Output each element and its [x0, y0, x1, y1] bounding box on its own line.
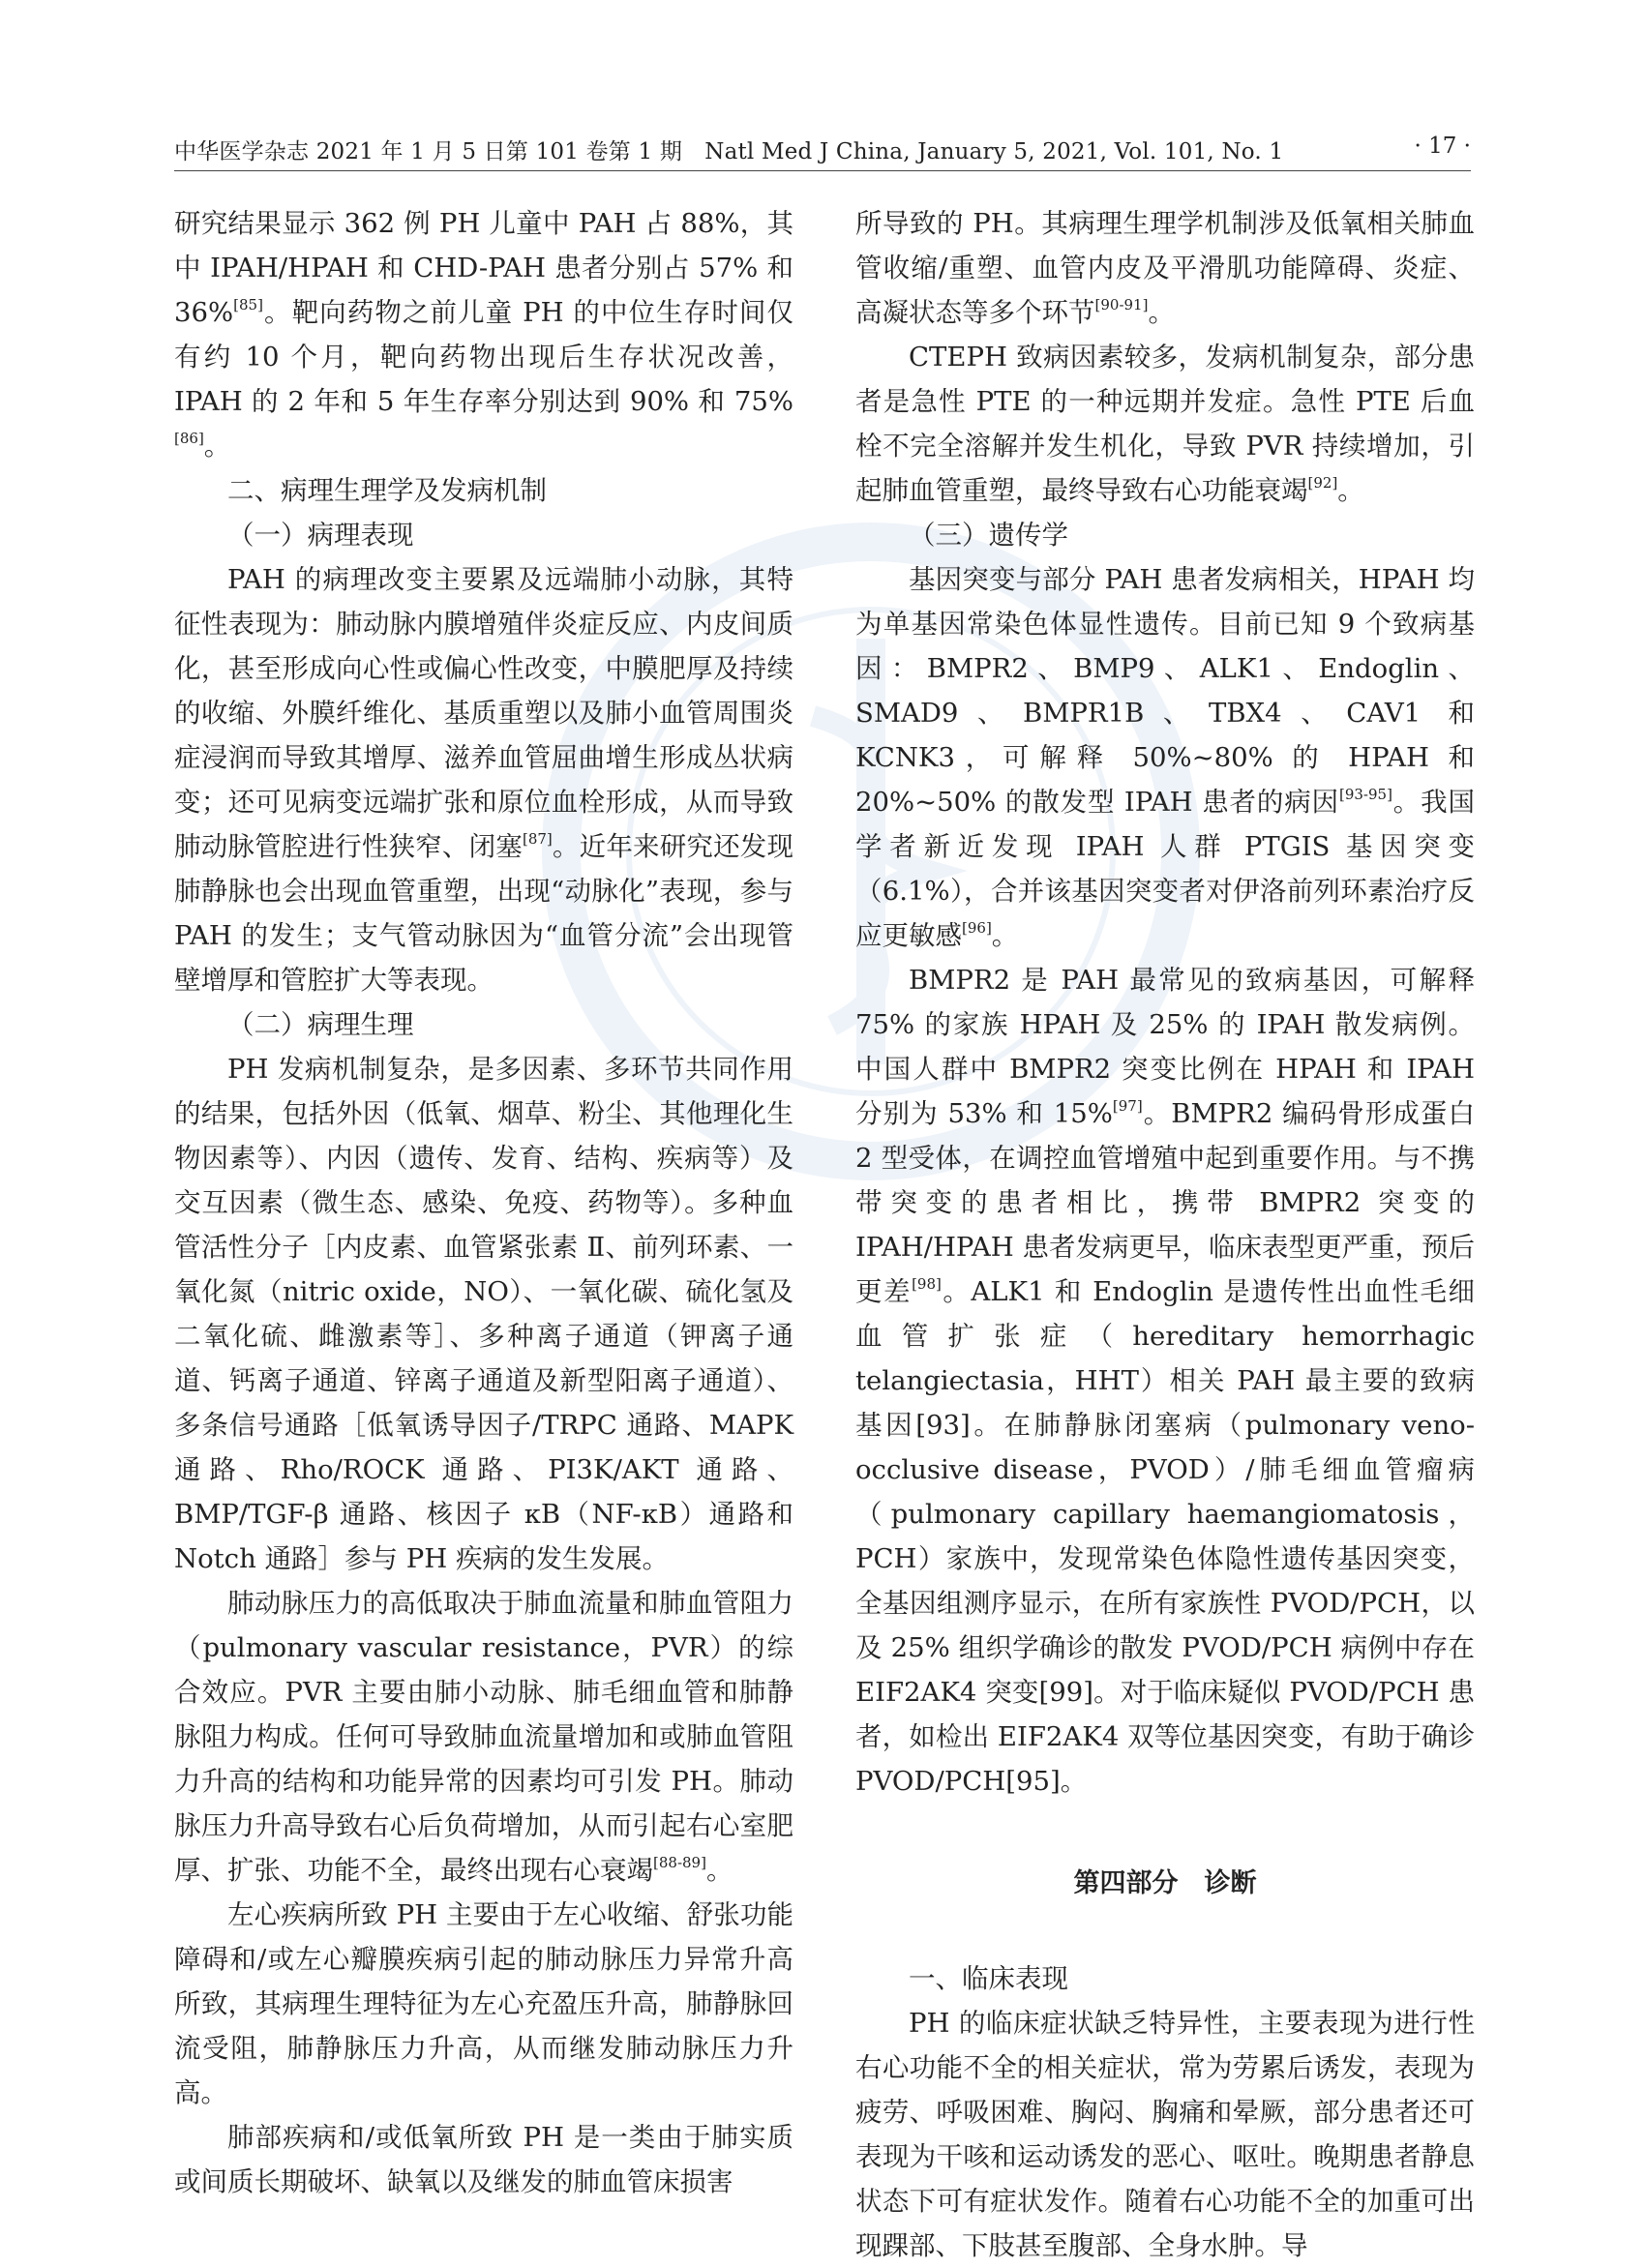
text-run: 基因突变与部分 PAH 患者发病相关，HPAH 均为单基因常染色体显性遗传。目前已知 9 个致病基因：BMPR2、BMP9、ALK1、Endoglin、SMAD9、BMPR1B、TBX4、CAV1 和 KCNK3，可解释 50%~80% 的 HPAH 和 20%~50% 的散发型 IPAH 患者的病因 — [855, 564, 1475, 818]
text-run: 一、临床表现 — [909, 1963, 1068, 1994]
citation-ref: [88-89] — [653, 1854, 706, 1871]
text-run: 研究结果显示 362 例 PH 儿童中 PAH 占 88%，其中 IPAH/HPAH 和 CHD-PAH 患者分别占 57% 和 36% — [174, 208, 793, 328]
text-run: 。靶向药物之前儿童 PH 的中位生存时间仅有约 10 个月，靶向药物出现后生存状况改善，IPAH 的 2 年和 5 年生存率分别达到 90% 和 75% — [174, 297, 793, 417]
part-title — [855, 1862, 1475, 1906]
section-heading — [174, 1002, 793, 1047]
text-run: 所导致的 PH。其病理生理学机制涉及低氧相关肺血管收缩/重塑、血管内皮及平滑肌功能障碍、炎症、高凝状态等多个环节 — [855, 208, 1475, 328]
citation-ref: [90-91] — [1094, 296, 1149, 313]
section-heading — [174, 468, 793, 513]
paragraph — [855, 2001, 1475, 2268]
text-run: 。BMPR2 编码骨形成蛋白 2 型受体，在调控血管增殖中起到重要作用。与不携带突变的患者相比，携带 BMPR2 突变的 IPAH/HPAH 患者发病更早，临床表型更严重，预后更差 — [855, 1098, 1475, 1307]
text-run: 。 — [1148, 297, 1175, 328]
citation-ref: [93-95] — [1338, 786, 1392, 803]
text-run: 。我国学者新近发现 IPAH 人群 PTGIS 基因突变（6.1%），合并该基因突变者对伊洛前列环素治疗反应更敏感 — [855, 787, 1476, 951]
text-run: 肺部疾病和/或低氧所致 PH 是一类由于肺实质或间质长期破坏、缺氧以及继发的肺血管床损害 — [174, 2122, 793, 2197]
citation-ref: [96] — [962, 919, 992, 937]
paragraph-continued — [174, 201, 793, 468]
running-header — [174, 134, 1471, 172]
paragraph-continued — [855, 201, 1475, 335]
paragraph — [174, 2115, 793, 2204]
section-heading — [855, 513, 1475, 557]
paragraph — [174, 557, 793, 1002]
text-run: 左心疾病所致 PH 主要由于左心收缩、舒张功能障碍和/或左心瓣膜疾病引起的肺动脉压力异常升高所致，其病理生理特征为左心充盈压升高，肺静脉回流受阻，肺静脉压力升高，从而继发肺动脉压力升高。 — [174, 1899, 793, 2108]
paragraph — [174, 1047, 793, 1581]
citation-ref: [85] — [233, 296, 263, 313]
text-run: PH 的临床症状缺乏特异性，主要表现为进行性右心功能不全的相关症状，常为劳累后诱发，表现为疲劳、呼吸困难、胸闷、胸痛和晕厥，部分患者还可表现为干咳和运动诱发的恶心、呕吐。晚期患者静息状态下可有症状发作。随着右心功能不全的加重可出现踝部、下肢甚至腹部、全身水肿。导 — [855, 2008, 1475, 2261]
paragraph — [855, 335, 1475, 513]
text-run: 肺动脉压力的高低取决于肺血流量和肺血管阻力（pulmonary vascular resistance，PVR）的综合效应。PVR 主要由肺小动脉、肺毛细血管和肺静脉阻力构成。任何可导致肺血流量增加和或肺血管阻力升高的结构和功能异常的因素均可引发 PH。肺动脉压力升高导致右心后负荷增加，从而引起右心室肥厚、扩张、功能不全，最终出现右心衰竭 — [174, 1588, 793, 1886]
header-rule — [174, 170, 1471, 171]
text-run: 。 — [203, 431, 231, 462]
paragraph — [174, 1893, 793, 2115]
text-run: 。 — [705, 1855, 733, 1886]
section-heading — [174, 513, 793, 557]
journal-citation: 中华医学杂志 2021 年 1 月 5 日第 101 卷第 1 期 Natl Med J China, January 5, 2021, Vol. 101, No. 1 — [174, 139, 1284, 164]
left-column — [174, 201, 793, 2204]
paragraph — [855, 958, 1475, 1804]
citation-ref: [92] — [1307, 474, 1338, 492]
text-run: 。 — [991, 920, 1019, 951]
paragraph — [174, 1581, 793, 1893]
text-run: （二）病理生理 — [227, 1009, 414, 1040]
text-run: PH 发病机制复杂，是多因素、多环节共同作用的结果，包括外因（低氧、烟草、粉尘、其他理化生物因素等）、内因（遗传、发育、结构、疾病等）及交互因素（微生态、感染、免疫、药物等）。多种血管活性分子［内皮素、血管紧张素 Ⅱ、前列环素、一氧化氮（nitric oxide，NO）、一氧化碳、硫化氢及二氧化硫、雌激素等］、多种离子通道（钾离子通道、钙离子通道、锌离子通道及新型阳离子通道）、多条信号通路［低氧诱导因子/TRPC 通路、MAPK 通路、Rho/ROCK 通路、PI3K/AKT 通路、BMP/TGF-β 通路、核因子 κB（NF-κB）通路和 Notch 通路］参与 PH 疾病的发生发展。 — [174, 1054, 793, 1574]
paragraph — [855, 557, 1475, 958]
text-run: 。 — [1337, 475, 1364, 506]
text-run: （一）病理表现 — [227, 520, 414, 551]
text-run: 。ALK1 和 Endoglin 是遗传性出血性毛细血管扩张症（hereditary hemorrhagic telangiectasia，HHT）相关 PAH 最主要的致病基因[93]。在肺静脉闭塞病（pulmonary veno-occlusive disease，PVOD）/肺毛细血管瘤病（pulmonary capillary haemangiomatosis，PCH）家族中，发现常染色体隐性遗传基因突变，全基因组测序显示，在所有家族性 PVOD/PCH，以及 25% 组织学确诊的散发 PVOD/PCH 病例中存在 EIF2AK4 突变[99]。对于临床疑似 PVOD/PCH 患者，如检出 EIF2AK4 双等位基因突变，有助于确诊 PVOD/PCH[95]。 — [855, 1276, 1475, 1797]
text-run: CTEPH 致病因素较多，发病机制复杂，部分患者是急性 PTE 的一种远期并发症。急性 PTE 后血栓不完全溶解并发生机化，导致 PVR 持续增加，引起肺血管重塑，最终导致右心功能衰竭 — [855, 342, 1475, 506]
text-run: 二、病理生理学及发病机制 — [227, 475, 547, 506]
text-run: 。近年来研究还发现肺静脉也会出现血管重塑，出现“动脉化”表现，参与 PAH 的发生；支气管动脉因为“血管分流”会出现管壁增厚和管腔扩大等表现。 — [174, 831, 794, 996]
page-number: · 17 · — [1414, 134, 1471, 159]
text-run: BMPR2 是 PAH 最常见的致病基因，可解释 75% 的家族 HPAH 及 25% 的 IPAH 散发病例。中国人群中 BMPR2 突变比例在 HPAH 和 IPAH 分别为 53% 和 15% — [855, 965, 1475, 1129]
right-column — [855, 201, 1475, 2268]
citation-ref: [86] — [174, 430, 204, 447]
citation-ref: [97] — [1112, 1097, 1143, 1115]
citation-ref: [98] — [912, 1275, 942, 1293]
section-heading — [855, 1956, 1475, 2001]
text-run: （三）遗传学 — [909, 520, 1068, 551]
text-run: PAH 的病理改变主要累及远端肺小动脉，其特征性表现为：肺动脉内膜增殖伴炎症反应、内皮间质化，甚至形成向心性或偏心性改变，中膜肥厚及持续的收缩、外膜纤维化、基质重塑以及肺小血管周围炎症浸润而导致其增厚、滋养血管屈曲增生形成丛状病变；还可见病变远端扩张和原位血栓形成，从而导致肺动脉管腔进行性狭窄、闭塞 — [174, 564, 793, 862]
text-run: 第四部分 诊断 — [1073, 1868, 1257, 1898]
citation-ref: [87] — [522, 830, 553, 848]
